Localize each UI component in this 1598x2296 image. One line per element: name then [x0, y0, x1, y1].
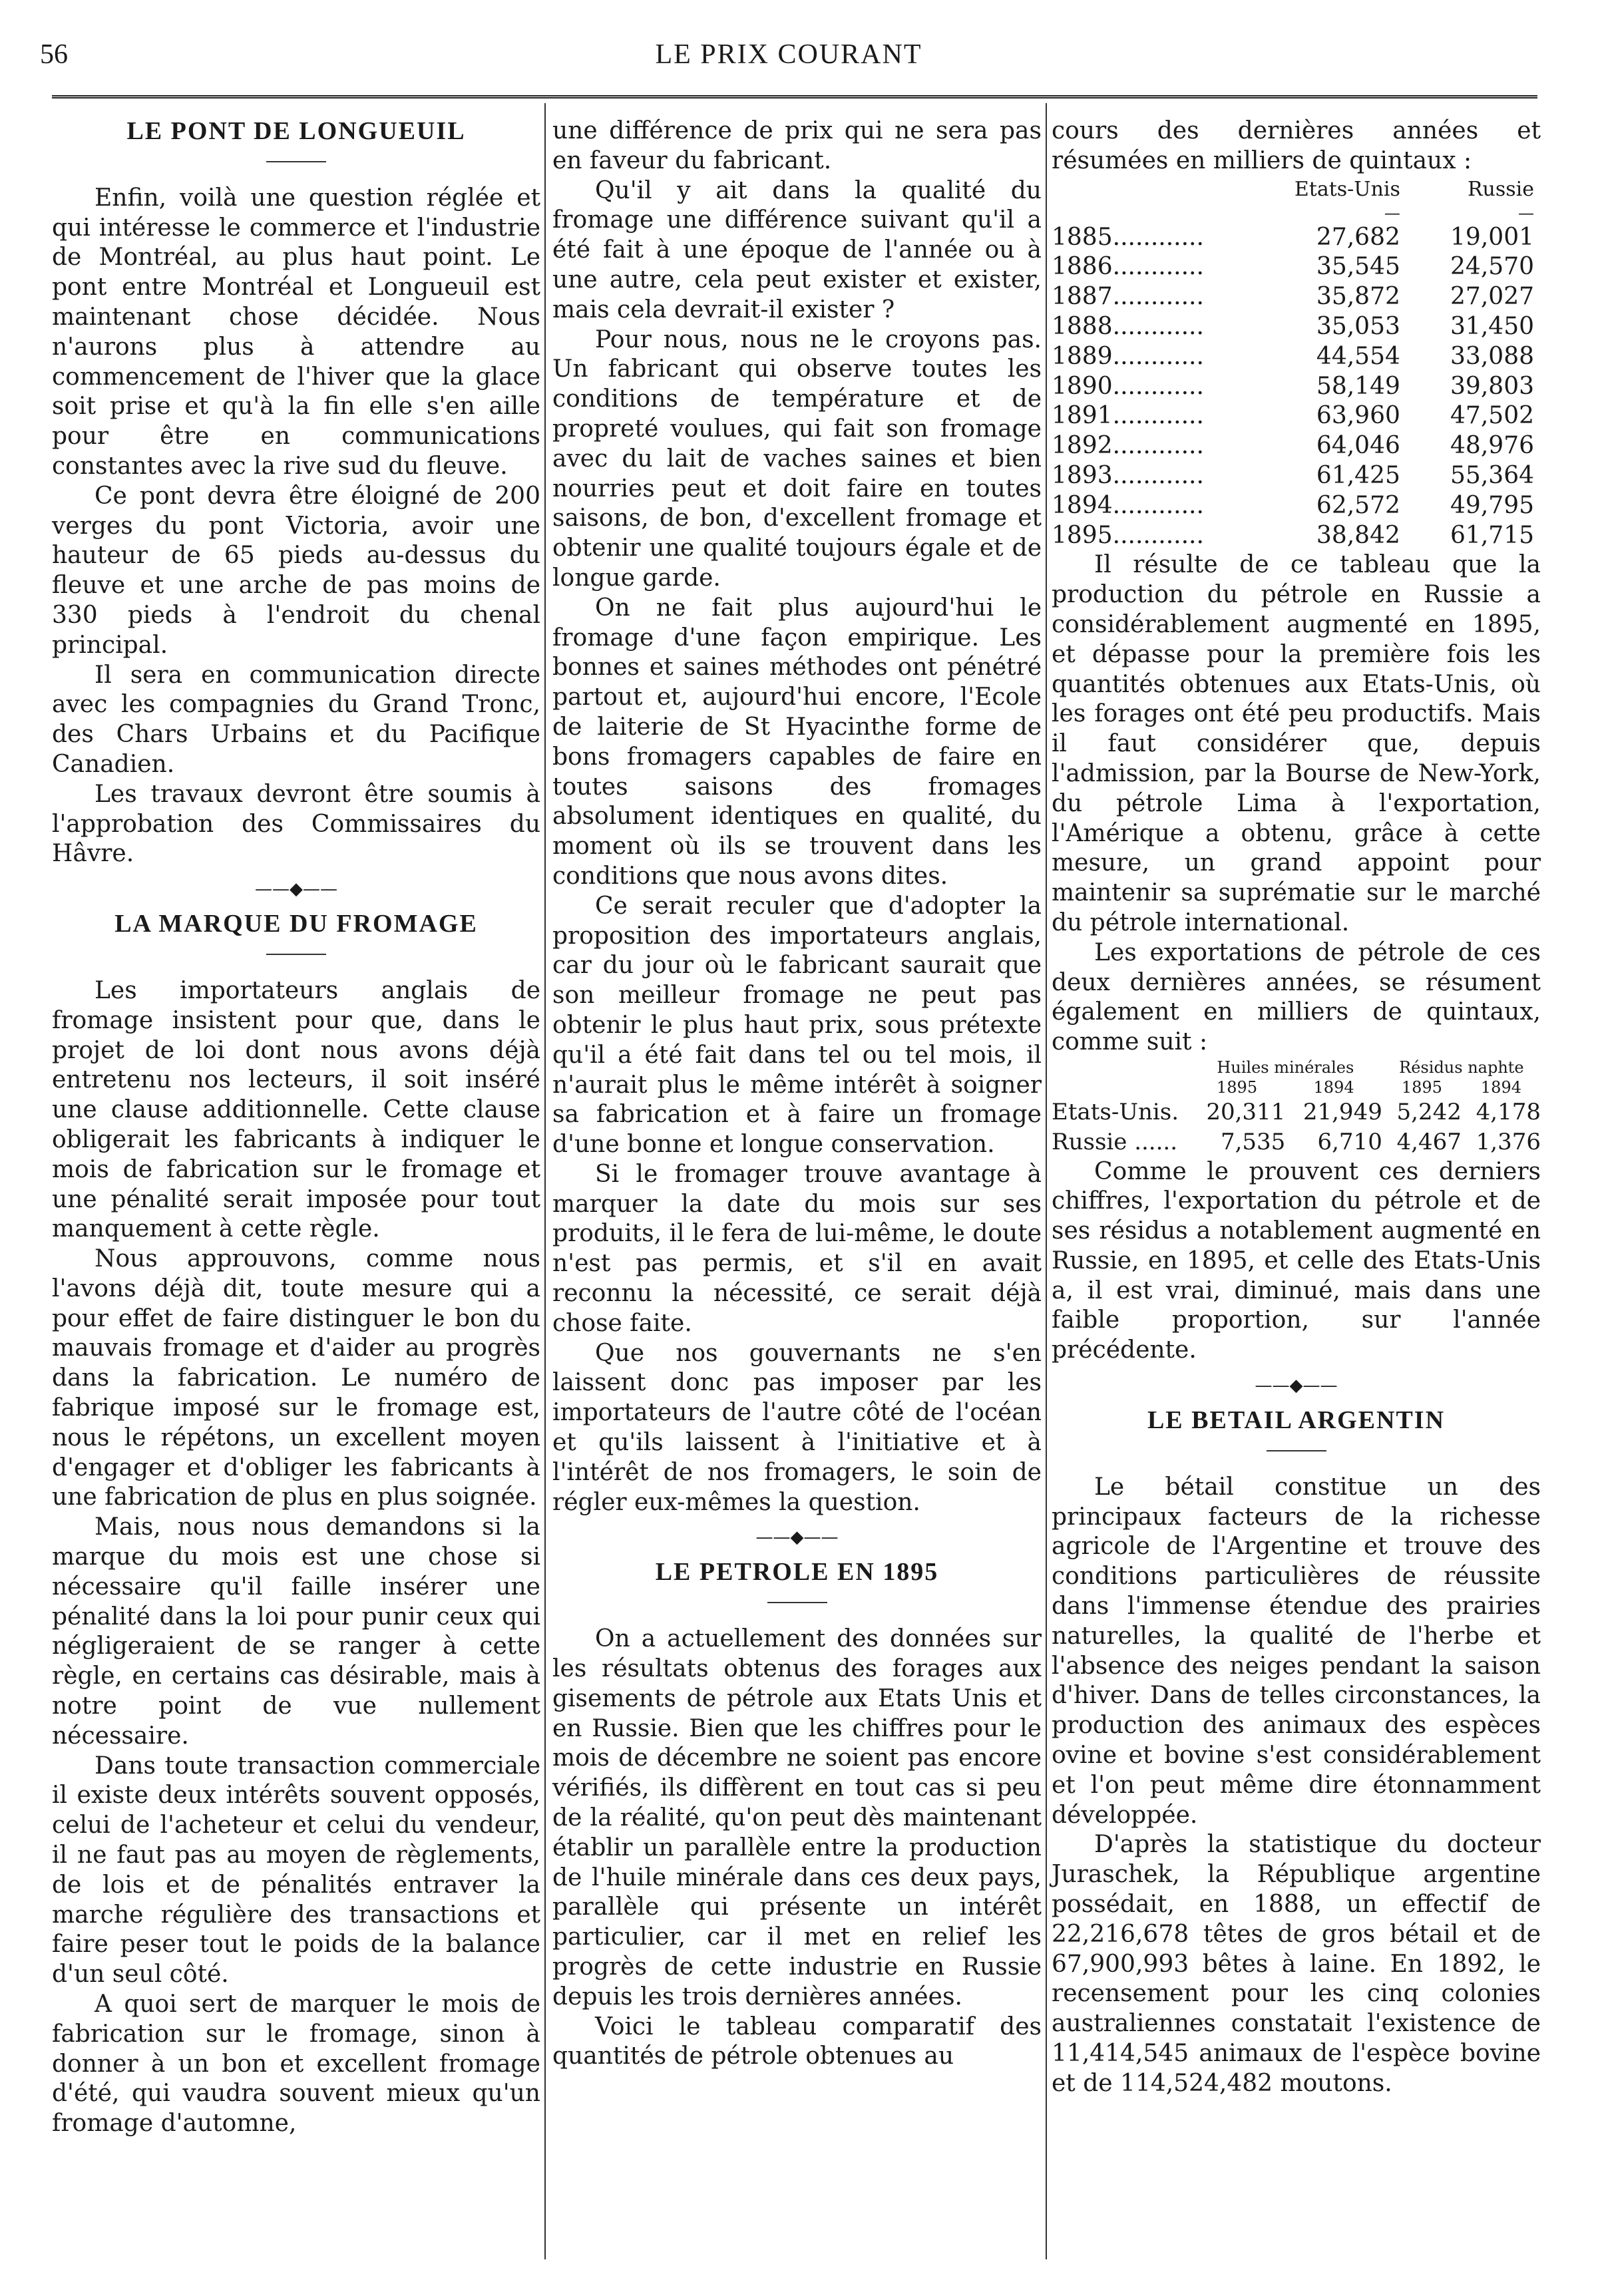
- article-title-pont: LE PONT DE LONGUEUIL: [126, 117, 466, 145]
- column-3: [1052, 116, 1541, 2099]
- paragraph: Voici le tableau comparatif des quantités de pétrole obtenues au: [552, 2012, 1042, 2070]
- table-row: Russie ...... 7,535 6,710 4,467 1,376: [1052, 1128, 1541, 1155]
- paragraph: Dans toute transaction commerciale il existe deux intérêts souvent opposés, celui de l'acheteur et celui du vendeur, il ne faut pas au moyen de règlements, de lois et de pénalités entraver la marche régulière des transactions et faire peser tout le poids de la balance d'un seul côté.: [52, 1752, 540, 1989]
- title-rule: [1052, 1435, 1541, 1473]
- production-table: Etats-Unis Russie — — 1885............ 27,682 19,001 1886............ 35,545 24,570 1887............ 35,872 27,027 1888............ 35,053 31,450 1889............ 44,554 33,088 1890............ 58,149 39,803 1891............ 63,960 47,502 1892............ 64,046 48,976 1893............ 61,425 55,364 1894............ 62,572 49,795 1895............ 38,842 61,715: [1052, 176, 1541, 551]
- article-title-marque: LA MARQUE DU FROMAGE: [114, 910, 478, 938]
- paragraph: Le bétail constitue un des principaux facteurs de la richesse agricole de l'Argentine et trouve des conditions particulières de réussite dans l'immense étendue des prairies naturelles, la qualité de l'herbe et l'absence des neiges pendant la saison d'hiver. Dans de telles circonstances, la production des animaux des espèces ovine et bovine s'est considérablement et l'on peut même dire étonnamment développée.: [1052, 1473, 1541, 1829]
- title-rule: [52, 939, 540, 976]
- table-header-row: [1052, 1057, 1541, 1077]
- paragraph: Nous approuvons, comme nous l'avons déjà dit, toute mesure qui a pour effet de faire distinguer le bon du mauvais fromage et d'aider au progrès dans la fabrication. Le numéro de fabrique imposé sur le fromage est, nous le répétons, un excellent moyen d'engager et d'obliger les fabricants à une fabrication de plus en plus soignée.: [52, 1245, 540, 1511]
- page-number: 56: [40, 39, 68, 70]
- table-row: 1889............ 44,554 33,088: [1052, 342, 1534, 370]
- paragraph: Ce pont devra être éloigné de 200 verges du pont Victoria, avoir une hauteur de 65 pieds au-dessus du fleuve et une arche de pas moins de 330 pieds à l'endroit du chenal principal.: [52, 482, 540, 659]
- table-row: 1894............ 62,572 49,795: [1052, 491, 1534, 519]
- column-rule-1: [544, 103, 546, 2259]
- table-row: 1892............ 64,046 48,976: [1052, 432, 1534, 460]
- table-row: 1887............ 35,872 27,027: [1052, 283, 1534, 311]
- table-row: 1895............ 38,842 61,715: [1052, 521, 1534, 549]
- paragraph: Comme le prouvent ces derniers chiffres, l'exportation du pétrole et de ses résidus a notablement augmenté en Russie, en 1895, et celle des Etats-Unis a, il est vrai, diminué, mais dans une faible proportion, sur l'année précédente.: [1052, 1157, 1541, 1364]
- paragraph: Il sera en communication directe avec les compagnies du Grand Tronc, des Chars Urbains et du Pacifique Canadien.: [52, 661, 540, 778]
- ornament-divider: ——◆——: [255, 879, 337, 900]
- paragraph: Que nos gouvernants ne s'en laissent donc pas imposer par les importateurs de l'autre côté de l'océan et qu'ils laissent à l'initiative et à l'intérêt de nos fromagers, le soin de régler eux-mêmes la question.: [552, 1339, 1042, 1516]
- article-title-betail: LE BETAIL ARGENTIN: [1147, 1406, 1446, 1435]
- paragraph: Qu'il y ait dans la qualité du fromage une différence suivant qu'il a été fait à une époque de l'année ou à une autre, cela peut exister et exister, mais cela devrait-il exister ?: [552, 176, 1042, 323]
- column-2: [552, 116, 1042, 2072]
- table-header-row: [1052, 176, 1541, 203]
- paragraph: D'après la statistique du docteur Juraschek, la République argentine possédait, en 1888, un effectif de 22,216,678 têtes de gros bétail et de 67,900,993 bêtes à laine. En 1892, le recensement pour les cinq colonies australiennes constatait l'existence de 11,414,545 animaux de l'espèce bovine et de 114,524,482 moutons.: [1052, 1831, 1541, 2097]
- paragraph: cours des dernières années et résumées en milliers de quintaux :: [1052, 117, 1541, 174]
- table-header-row: 1895 1894 1895 1894: [1217, 1077, 1521, 1097]
- header-rule: [52, 95, 1537, 98]
- paragraph: A quoi sert de marquer le mois de fabrication sur le fromage, sinon à donner à un bon et excellent fromage d'été, qui vaudra souvent mieux qu'un fromage d'automne,: [52, 1991, 540, 2138]
- table-row: 1893............ 61,425 55,364: [1052, 461, 1534, 489]
- paragraph: Il résulte de ce tableau que la production du pétrole en Russie a considérablement augmenté en 1895, et dépasse pour la première fois les quantités obtenues aux Etats-Unis, où les forages ont été peu productifs. Mais il faut considérer que, depuis l'admission, par la Bourse de New-York, du pétrole Lima à l'exportation, l'Amérique a obtenu, grâce à cette mesure, un grand appoint pour maintenir sa suprématie sur le marché du pétrole international.: [1052, 551, 1541, 936]
- table-row: 1891............ 63,960 47,502: [1052, 402, 1534, 430]
- table-row: 1890............ 58,149 39,803: [1052, 372, 1534, 400]
- paragraph: Les importateurs anglais de fromage insistent pour que, dans le projet de loi dont nous avons déjà entretenu nos lecteurs, il soit inséré une clause additionnelle. Cette clause obligerait les fabricants à indiquer le mois de fabrication sur le fromage et une pénalité serait imposée pour tout manquement à cette règle.: [52, 976, 540, 1243]
- running-header: [40, 39, 1537, 85]
- table-row: 1886............ 35,545 24,570: [1052, 253, 1534, 281]
- paragraph: Les exportations de pétrole de ces deux dernières années, se résument également en milliers de quintaux, comme suit :: [1052, 938, 1541, 1056]
- paragraph: On a actuellement des données sur les résultats obtenus des forages aux gisements de pétrole aux Etats Unis et en Russie. Bien que les chiffres pour le mois de décembre ne soient pas encore vérifiés, ils diffèrent en tout cas si peu de la réalité, qu'on peut dès maintenant établir un parallèle entre la production de l'huile minérale dans ces deux pays, parallèle qui présente un intérêt particulier, car il met en relief les progrès de cette industrie en Russie depuis les trois dernières années.: [552, 1625, 1042, 2010]
- table-row: 1885............ 27,682 19,001: [1052, 223, 1534, 251]
- column-rule-2: [1046, 103, 1047, 2259]
- journal-title: LE PRIX COURANT: [655, 39, 922, 70]
- table-header: Huiles minérales: [1217, 1057, 1354, 1077]
- paragraph: Les travaux devront être soumis à l'approbation des Commissaires du Hâvre.: [52, 780, 540, 868]
- paragraph: Si le fromager trouve avantage à marquer la date du mois sur ses produits, il le fera de lui-même, le doute n'est pas permis, et s'il en avait reconnu la nécessité, ce serait déjà chose faite.: [552, 1160, 1042, 1337]
- table-row: Etats-Unis. 20,311 21,949 5,242 4,178: [1052, 1098, 1541, 1125]
- export-table: [1052, 1057, 1541, 1157]
- table-row: 1888............ 35,053 31,450: [1052, 312, 1534, 340]
- title-rule: [52, 146, 540, 184]
- article-title-petrole: LE PETROLE EN 1895: [655, 1558, 939, 1587]
- column-1: [52, 116, 540, 2139]
- paragraph: Pour nous, nous ne le croyons pas. Un fabricant qui observe toutes les conditions de température et de propreté voulues, qui fait son fromage avec du lait de vaches saines et bien nourries peut et doit faire en toutes saisons, de bon, d'excellent fromage et obtenir une qualité toujours égale et de longue garde.: [552, 325, 1042, 592]
- paragraph: Enfin, voilà une question réglée et qui intéresse le commerce et l'industrie de Montréal, au plus haut point. Le pont entre Montréal et Longueuil est maintenant chose décidée. Nous n'aurons plus à attendre au commencement de l'hiver que la glace soit prise et qu'à la fin elle s'en aille pour être en communications constantes avec la rive sud du fleuve.: [52, 184, 540, 480]
- table-header: Résidus naphte: [1399, 1057, 1524, 1077]
- paragraph: Ce serait reculer que d'adopter la proposition des importateurs anglais, car du jour où le fabricant saurait que son meilleur fromage ne peut pas obtenir le plus haut prix, sous prétexte qu'il a été fait dans tel ou tel mois, il n'aurait plus le même intérêt à soigner sa fabrication et à faire un fromage d'une bonne et longue conservation.: [552, 892, 1042, 1159]
- title-rule: [552, 1587, 1042, 1625]
- ornament-divider: ——◆——: [1255, 1376, 1338, 1396]
- table-header: Etats-Unis: [1294, 177, 1400, 201]
- paragraph: On ne fait plus aujourd'hui le fromage d'une façon empirique. Les bonnes et saines méthodes ont pénétré partout et, aujourd'hui encore, l'Ecole de laiterie de St Hyacinthe forme de bons fromagers capables de faire en toutes saisons des fromages absolument identiques en qualité, du moment où ils se trouvent dans les conditions que nous avons dites.: [552, 594, 1042, 890]
- paragraph: une différence de prix qui ne sera pas en faveur du fabricant.: [552, 117, 1042, 174]
- paragraph: Mais, nous nous demandons si la marque du mois est une chose si nécessaire qu'il faille insérer une pénalité dans la loi pour punir ceux qui négligeraient de se ranger à cette règle, en certains cas désirable, mais à notre point de vue nullement nécessaire.: [52, 1513, 540, 1750]
- ornament-divider: ——◆——: [755, 1527, 839, 1548]
- table-header: Russie: [1467, 177, 1534, 201]
